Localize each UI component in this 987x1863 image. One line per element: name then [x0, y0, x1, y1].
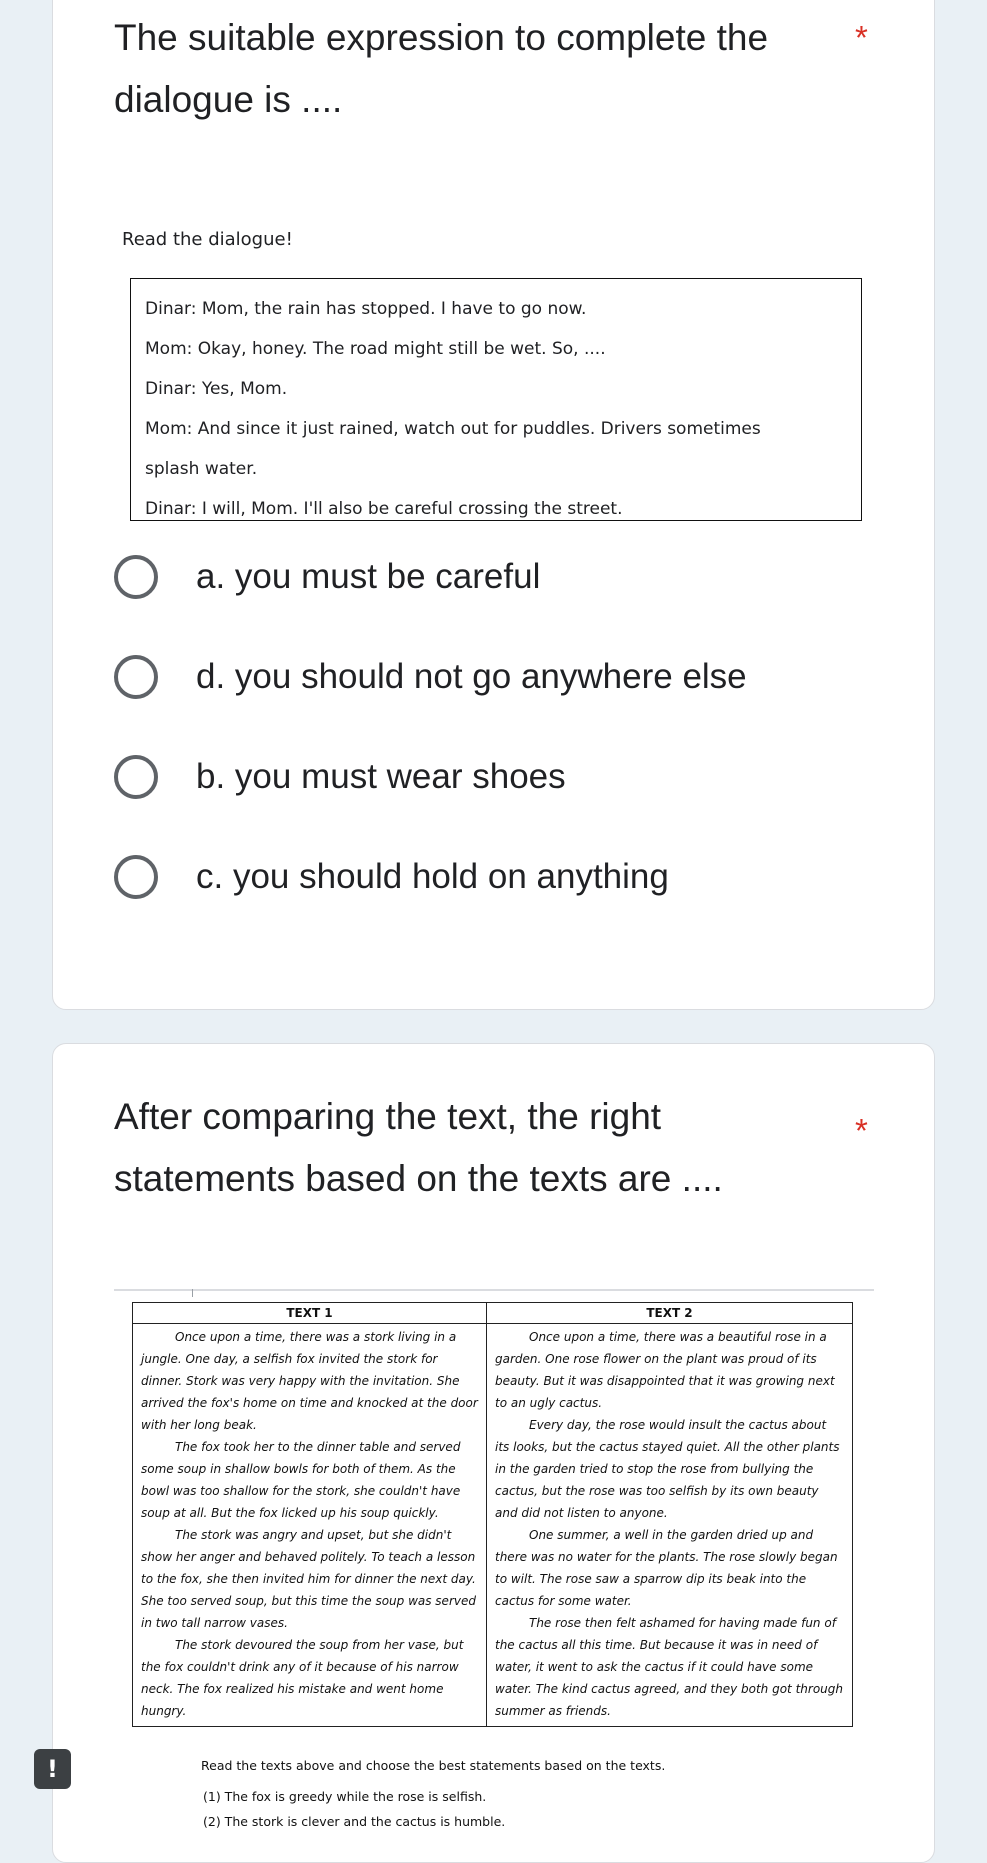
- divider-tick: [192, 1289, 193, 1297]
- dialogue-line: Dinar: Mom, the rain has stopped. I have to go now.: [145, 299, 587, 319]
- question-card-1: [52, 0, 935, 1010]
- text-1-paragraph: The fox took her to the dinner table and served some soup in shallow bowls for both of them. As the bowl was too shallow for the stork, she couldn't have soup at all. But the fox licked up his soup quickly.: [141, 1440, 461, 1520]
- text-1-paragraph: Once upon a time, there was a stork living in a jungle. One day, a selfish fox invited the stork for dinner. Stork was very happy with the invitation. She arrived the fox's home on time and knocked at the door with her long beak.: [141, 1330, 478, 1432]
- question-2-title-line-1: After comparing the text, the right: [114, 1096, 662, 1137]
- text-2-paragraph: Once upon a time, there was a beautiful rose in a garden. One rose flower on the plant was proud of its beauty. But it was disappointed that it was growing next to an ugly cactus.: [495, 1330, 835, 1410]
- text-2-paragraph: Every day, the rose would insult the cactus about its looks, but the cactus stayed quiet. All the other plants in the garden tried to stop the rose from bullying the cactus, but the rose was too selfish by its own beauty and did not listen to anyone.: [495, 1418, 840, 1520]
- texts-instruction: Read the texts above and choose the best statements based on the texts.: [201, 1758, 666, 1773]
- dialogue-line: splash water.: [145, 459, 258, 479]
- option-c-label[interactable]: c. you should hold on anything: [196, 857, 669, 896]
- radio-button-b[interactable]: [114, 755, 158, 799]
- text-1-cell: [133, 1324, 487, 1727]
- question-2-title-line-2: statements based on the texts are ....: [114, 1158, 723, 1199]
- text-2-header: TEXT 2: [487, 1303, 853, 1324]
- text-1-header: TEXT 1: [133, 1303, 487, 1324]
- text-1-paragraph: The stork devoured the soup from her vase, but the fox couldn't drink any of it because of his narrow neck. The fox realized his mistake and went home hungry.: [141, 1638, 464, 1718]
- required-asterisk: *: [855, 19, 868, 56]
- option-c[interactable]: [114, 847, 874, 907]
- option-b[interactable]: [114, 747, 874, 807]
- question-card-2: [52, 1043, 935, 1863]
- statement-2: (2) The stork is clever and the cactus is humble.: [203, 1814, 506, 1829]
- text-2-cell: [487, 1324, 853, 1727]
- text-1-paragraph: The stork was angry and upset, but she didn't show her anger and behaved politely. To teach a lesson to the fox, she then invited him for dinner the next day. She too served soup, but this time the soup was served in two tall narrow vases.: [141, 1528, 476, 1630]
- radio-button-a[interactable]: [114, 555, 158, 599]
- option-a-label[interactable]: a. you must be careful: [196, 557, 541, 596]
- option-d[interactable]: [114, 647, 874, 707]
- statement-1: (1) The fox is greedy while the rose is selfish.: [203, 1789, 487, 1804]
- texts-comparison-table: [132, 1302, 853, 1727]
- radio-button-d[interactable]: [114, 655, 158, 699]
- text-2-paragraph: One summer, a well in the garden dried up and there was no water for the plants. The rose slowly began to wilt. The rose saw a sparrow dip its beak into the cactus for some water.: [495, 1528, 838, 1608]
- text-2-paragraph: The rose then felt ashamed for having made fun of the cactus all this time. But because it was in need of water, it went to ask the cactus if it could have some water. The kind cactus agreed, and they both got through summer as friends.: [495, 1616, 843, 1718]
- dialogue-line: Mom: Okay, honey. The road might still be wet. So, ....: [145, 339, 606, 359]
- radio-button-c[interactable]: [114, 855, 158, 899]
- alert-icon[interactable]: !: [34, 1749, 71, 1789]
- dialogue-line: Dinar: I will, Mom. I'll also be careful crossing the street.: [145, 499, 623, 519]
- question-1-title-line-1: The suitable expression to complete the: [114, 17, 769, 58]
- dialogue-line: Mom: And since it just rained, watch out for puddles. Drivers sometimes: [145, 419, 761, 439]
- dialogue-intro: Read the dialogue!: [122, 229, 293, 250]
- required-asterisk: *: [855, 1112, 868, 1149]
- option-b-label[interactable]: b. you must wear shoes: [196, 757, 566, 796]
- dialogue-line: Dinar: Yes, Mom.: [145, 379, 288, 399]
- question-1-title-line-2: dialogue is ....: [114, 79, 343, 120]
- option-a[interactable]: [114, 547, 874, 607]
- dialogue-box: [130, 278, 862, 521]
- option-d-label[interactable]: d. you should not go anywhere else: [196, 657, 747, 696]
- image-divider: [114, 1289, 874, 1291]
